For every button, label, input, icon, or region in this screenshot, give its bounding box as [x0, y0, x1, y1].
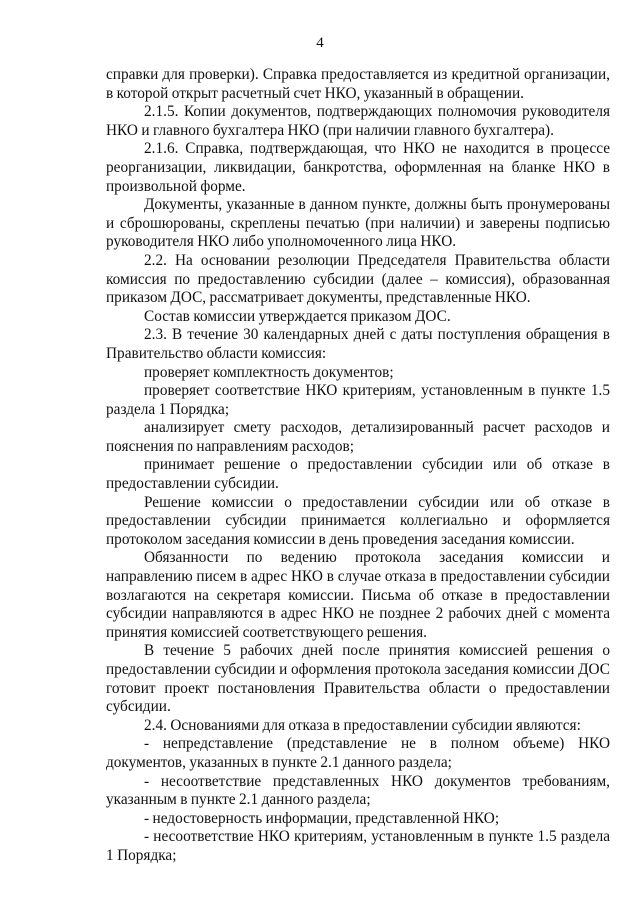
paragraph: 2.4. Основаниями для отказа в предоставлении субсидии являются:: [144, 716, 581, 734]
paragraph: 2.1.6. Справка, подтверждающая, что НКО не находится в процессе реорганизации, ликвидации, банкротства, оформленная на бланке НКО в произвольной форме.: [106, 140, 610, 195]
page-number: 4: [316, 35, 324, 51]
paragraph: 2.1.5. Копии документов, подтверждающих полномочия руководителя НКО и главного бухгалтера НКО (при наличии главного бухгалтера).: [106, 103, 610, 139]
paragraph: 2.3. В течение 30 календарных дней с даты поступления обращения в Правительство области комиссия:: [106, 326, 610, 362]
paragraph: Состав комиссии утверждается приказом ДОС.: [144, 307, 451, 325]
document-body: [106, 66, 610, 866]
paragraph: Решение комиссии о предоставлении субсидии или об отказе в предоставлении субсидии принимается коллегиально и оформляется протоколом заседания комиссии в день проведения заседания комиссии.: [106, 493, 610, 548]
paragraph: принимает решение о предоставлении субсидии или об отказе в предоставлении субсидии.: [106, 456, 610, 493]
paragraph: проверяет соответствие НКО критериям, установленным в пункте 1.5 раздела 1 Порядка;: [106, 382, 610, 418]
paragraph: - несоответствие НКО критериям, установленным в пункте 1.5 раздела 1 Порядка;: [106, 828, 610, 864]
paragraph: анализирует смету расходов, детализированный расчет расходов и пояснения по направлениям расходов;: [106, 419, 610, 455]
paragraph: проверяет комплектность документов;: [144, 363, 394, 381]
paragraph: Обязанности по ведению протокола заседания комиссии и направлению писем в адрес НКО в случае отказа в предоставлении субсидии возлагаются на секретаря комиссии. Письма об отказе в предоставлении субсидии направляются в адрес НКО не позднее 2 рабочих дней с момента принятия комиссией соответствующего решения.: [106, 549, 610, 641]
paragraph: 2.2. На основании резолюции Председателя Правительства области комиссия по предоставлению субсидии (далее – комиссия), образованная приказом ДОС, рассматривает документы, представленные НКО.: [106, 251, 610, 307]
paragraph: - несоответствие представленных НКО документов требованиям, указанным в пункте 2.1 данного раздела;: [106, 772, 610, 809]
paragraph: - недостоверность информации, представленной НКО;: [144, 809, 500, 827]
paragraph: справки для проверки). Справка предоставляется из кредитной организации, в которой открыт расчетный счет НКО, указанный в обращении.: [106, 66, 610, 102]
paragraph: - непредставление (представление не в полном объеме) НКО документов, указанных в пункте 2.1 данного раздела;: [106, 735, 610, 771]
paragraph: В течение 5 рабочих дней после принятия комиссией решения о предоставлении субсидии и оформления протокола заседания комиссии ДОС готовит проект постановления Правительства области о предоставлении субсидии.: [106, 642, 610, 716]
paragraph: Документы, указанные в данном пункте, должны быть пронумерованы и сброшюрованы, скреплены печатью (при наличии) и заверены подписью руководителя НКО либо уполномоченного лица НКО.: [106, 196, 610, 251]
